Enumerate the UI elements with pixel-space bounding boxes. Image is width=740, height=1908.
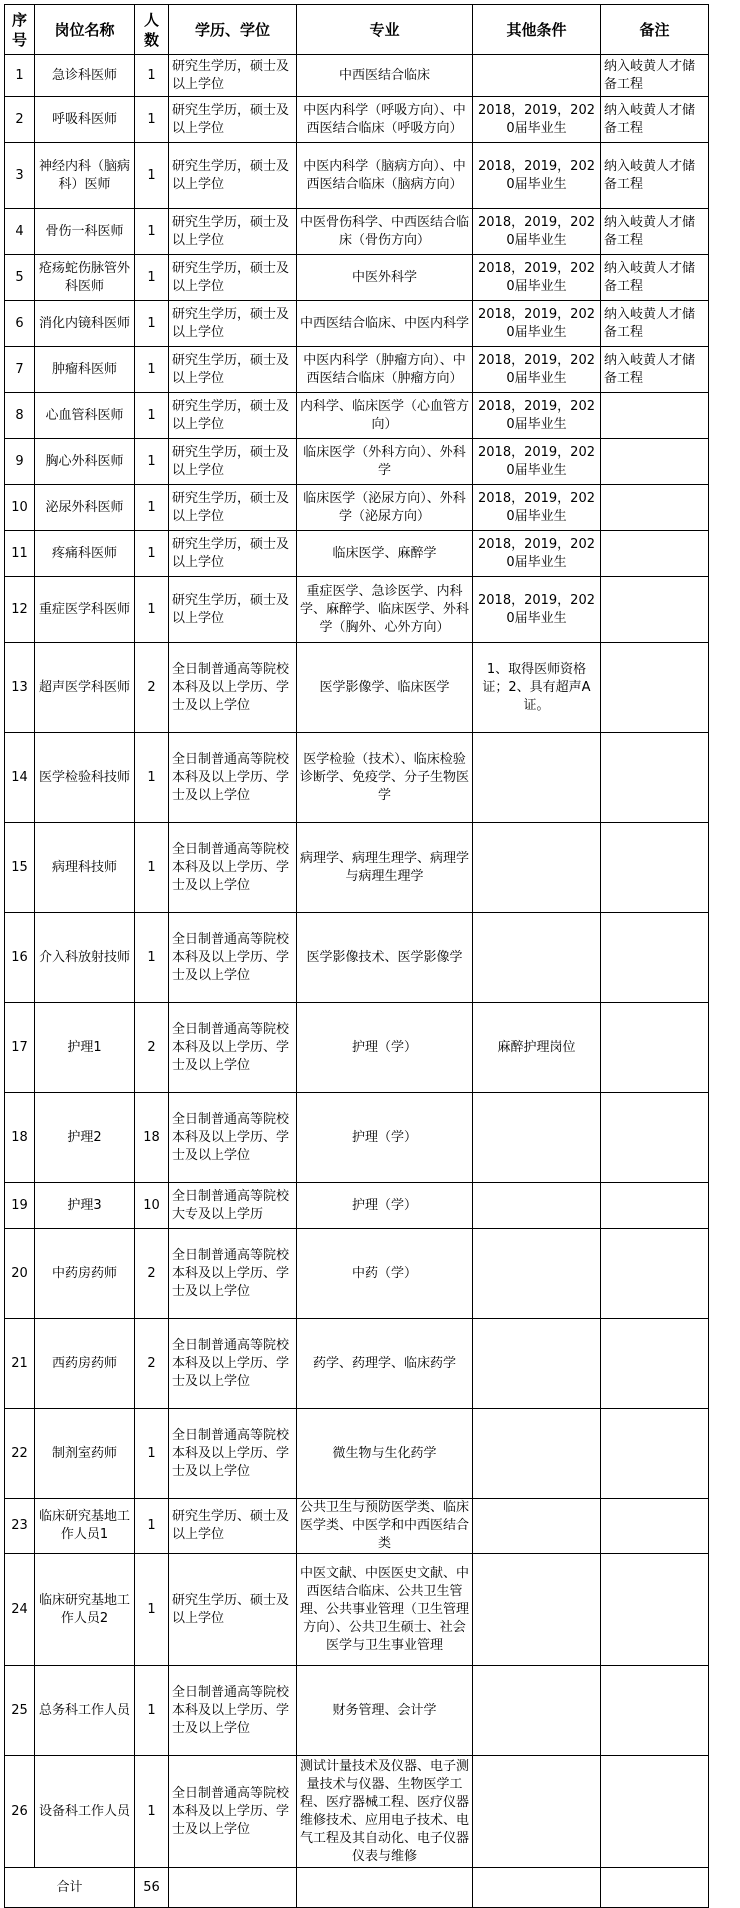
- cell-education: 全日制普通高等院校本科及以上学历、学士及以上学位: [169, 643, 297, 733]
- table-row: [5, 1554, 709, 1666]
- cell-count: 1: [135, 577, 169, 643]
- header-other: 其他条件: [473, 5, 601, 55]
- cell-education: 研究生学历，硕士及以上学位: [169, 255, 297, 301]
- cell-major: 微生物与生化药学: [297, 1409, 473, 1499]
- cell-other: [473, 913, 601, 1003]
- table-row: [5, 1229, 709, 1319]
- cell-education: 全日制普通高等院校本科及以上学历、学士及以上学位: [169, 823, 297, 913]
- cell-major: 中医内科学（肿瘤方向）、中西医结合临床（肿瘤方向）: [297, 347, 473, 393]
- cell-education: 全日制普通高等院校本科及以上学历、学士及以上学位: [169, 1756, 297, 1868]
- cell-education: 研究生学历、硕士及以上学位: [169, 1554, 297, 1666]
- cell-position: 病理科技师: [35, 823, 135, 913]
- total-row: [5, 1868, 709, 1908]
- cell-note: [601, 913, 709, 1003]
- table-row: [5, 97, 709, 143]
- cell-count: 1: [135, 301, 169, 347]
- cell-note: 纳入岐黄人才储备工程: [601, 97, 709, 143]
- cell-count: 1: [135, 823, 169, 913]
- cell-no: 14: [5, 733, 35, 823]
- cell-count: 1: [135, 1499, 169, 1554]
- cell-note: [601, 733, 709, 823]
- cell-no: 2: [5, 97, 35, 143]
- cell-note: [601, 439, 709, 485]
- cell-position: 骨伤一科医师: [35, 209, 135, 255]
- cell-major: 内科学、临床医学（心血管方向）: [297, 393, 473, 439]
- cell-note: 纳入岐黄人才储备工程: [601, 347, 709, 393]
- cell-other: [473, 823, 601, 913]
- cell-count: 2: [135, 643, 169, 733]
- cell-count: 1: [135, 1756, 169, 1868]
- cell-other: [473, 1499, 601, 1554]
- cell-no: 3: [5, 143, 35, 209]
- cell-major: 护理（学）: [297, 1093, 473, 1183]
- table-row: [5, 1666, 709, 1756]
- cell-count: 1: [135, 1554, 169, 1666]
- cell-note: [601, 393, 709, 439]
- header-row: [5, 5, 709, 55]
- table-row: [5, 1183, 709, 1229]
- cell-count: 1: [135, 55, 169, 97]
- cell-count: 2: [135, 1319, 169, 1409]
- cell-position: 心血管科医师: [35, 393, 135, 439]
- cell-position: 超声医学科医师: [35, 643, 135, 733]
- header-count: 人数: [135, 5, 169, 55]
- cell-note: [601, 485, 709, 531]
- cell-position: 胸心外科医师: [35, 439, 135, 485]
- table-row: [5, 55, 709, 97]
- cell-position: 肿瘤科医师: [35, 347, 135, 393]
- cell-note: [601, 1319, 709, 1409]
- cell-other: 2018，2019，2020届毕业生: [473, 209, 601, 255]
- cell-education: 全日制普通高等院校本科及以上学历、学士及以上学位: [169, 1409, 297, 1499]
- cell-major: 财务管理、会计学: [297, 1666, 473, 1756]
- cell-count: 10: [135, 1183, 169, 1229]
- cell-education: 研究生学历，硕士及以上学位: [169, 209, 297, 255]
- cell-education: 全日制普通高等院校本科及以上学历、学士及以上学位: [169, 733, 297, 823]
- table-row: [5, 1499, 709, 1554]
- table-row: [5, 1003, 709, 1093]
- cell-education: 全日制普通高等院校本科及以上学历、学士及以上学位: [169, 913, 297, 1003]
- cell-note: 纳入岐黄人才储备工程: [601, 143, 709, 209]
- cell-count: 1: [135, 913, 169, 1003]
- cell-education: 研究生学历，硕士及以上学位: [169, 301, 297, 347]
- cell-education: 全日制普通高等院校本科及以上学历、学士及以上学位: [169, 1229, 297, 1319]
- cell-other: 2018，2019，2020届毕业生: [473, 97, 601, 143]
- cell-note: 纳入岐黄人才储备工程: [601, 209, 709, 255]
- cell-no: 13: [5, 643, 35, 733]
- cell-other: 2018，2019，2020届毕业生: [473, 531, 601, 577]
- table-row: [5, 1319, 709, 1409]
- cell-note: [601, 1409, 709, 1499]
- cell-major: 中医内科学（脑病方向）、中西医结合临床（脑病方向）: [297, 143, 473, 209]
- cell-education: 全日制普通高等院校本科及以上学历、学士及以上学位: [169, 1093, 297, 1183]
- cell-other: [473, 1183, 601, 1229]
- cell-note: [601, 1183, 709, 1229]
- cell-count: 2: [135, 1229, 169, 1319]
- cell-major: 护理（学）: [297, 1183, 473, 1229]
- cell-no: 20: [5, 1229, 35, 1319]
- cell-other: [473, 1229, 601, 1319]
- cell-position: 西药房药师: [35, 1319, 135, 1409]
- cell-other: 2018，2019，2020届毕业生: [473, 347, 601, 393]
- cell-position: 介入科放射技师: [35, 913, 135, 1003]
- total-empty-cell: [169, 1868, 297, 1908]
- header-position: 岗位名称: [35, 5, 135, 55]
- cell-position: 中药房药师: [35, 1229, 135, 1319]
- table-row: [5, 301, 709, 347]
- total-label: 合计: [5, 1868, 135, 1908]
- cell-education: 全日制普通高等院校本科及以上学历、学士及以上学位: [169, 1666, 297, 1756]
- cell-no: 6: [5, 301, 35, 347]
- cell-position: 临床研究基地工作人员2: [35, 1554, 135, 1666]
- cell-major: 临床医学（外科方向）、外科学: [297, 439, 473, 485]
- cell-no: 25: [5, 1666, 35, 1756]
- cell-major: 护理（学）: [297, 1003, 473, 1093]
- cell-no: 24: [5, 1554, 35, 1666]
- cell-position: 神经内科（脑病科）医师: [35, 143, 135, 209]
- cell-no: 18: [5, 1093, 35, 1183]
- table-row: [5, 531, 709, 577]
- cell-position: 护理3: [35, 1183, 135, 1229]
- cell-other: [473, 1409, 601, 1499]
- cell-other: [473, 733, 601, 823]
- cell-count: 2: [135, 1003, 169, 1093]
- cell-no: 8: [5, 393, 35, 439]
- cell-no: 5: [5, 255, 35, 301]
- cell-note: [601, 1666, 709, 1756]
- cell-education: 研究生学历，硕士及以上学位: [169, 485, 297, 531]
- cell-count: 1: [135, 209, 169, 255]
- total-empty-cell: [473, 1868, 601, 1908]
- cell-major: 药学、药理学、临床药学: [297, 1319, 473, 1409]
- cell-position: 临床研究基地工作人员1: [35, 1499, 135, 1554]
- cell-other: [473, 1093, 601, 1183]
- cell-other: [473, 1756, 601, 1868]
- cell-education: 研究生学历，硕士及以上学位: [169, 577, 297, 643]
- header-note: 备注: [601, 5, 709, 55]
- cell-major: 中医文献、中医医史文献、中西医结合临床、公共卫生管理、公共事业管理（卫生管理方向）、公共卫生硕士、社会医学与卫生事业管理: [297, 1554, 473, 1666]
- cell-education: 研究生学历，硕士及以上学位: [169, 393, 297, 439]
- cell-other: 麻醉护理岗位: [473, 1003, 601, 1093]
- table-row: [5, 643, 709, 733]
- cell-other: [473, 55, 601, 97]
- table-row: [5, 1756, 709, 1868]
- table-row: [5, 439, 709, 485]
- cell-no: 4: [5, 209, 35, 255]
- table-row: [5, 1093, 709, 1183]
- cell-other: [473, 1319, 601, 1409]
- header-major: 专业: [297, 5, 473, 55]
- cell-major: 中医外科学: [297, 255, 473, 301]
- table-row: [5, 143, 709, 209]
- table-row: [5, 485, 709, 531]
- cell-position: 护理2: [35, 1093, 135, 1183]
- cell-other: 2018，2019，2020届毕业生: [473, 439, 601, 485]
- cell-position: 护理1: [35, 1003, 135, 1093]
- cell-education: 研究生学历、硕士及以上学位: [169, 1499, 297, 1554]
- cell-no: 23: [5, 1499, 35, 1554]
- cell-count: 18: [135, 1093, 169, 1183]
- cell-position: 消化内镜科医师: [35, 301, 135, 347]
- cell-position: 设备科工作人员: [35, 1756, 135, 1868]
- cell-note: [601, 577, 709, 643]
- cell-count: 1: [135, 439, 169, 485]
- cell-no: 17: [5, 1003, 35, 1093]
- cell-other: 1、取得医师资格证；2、具有超声A证。: [473, 643, 601, 733]
- cell-no: 16: [5, 913, 35, 1003]
- cell-note: [601, 1499, 709, 1554]
- cell-other: [473, 1666, 601, 1756]
- cell-count: 1: [135, 393, 169, 439]
- cell-major: 中医骨伤科学、中西医结合临床（骨伤方向）: [297, 209, 473, 255]
- cell-position: 泌尿外科医师: [35, 485, 135, 531]
- cell-education: 研究生学历，硕士及以上学位: [169, 439, 297, 485]
- table-row: [5, 913, 709, 1003]
- cell-count: 1: [135, 1409, 169, 1499]
- cell-note: 纳入岐黄人才储备工程: [601, 255, 709, 301]
- cell-note: [601, 1093, 709, 1183]
- cell-education: 研究生学历，硕士及以上学位: [169, 55, 297, 97]
- cell-count: 1: [135, 1666, 169, 1756]
- cell-education: 研究生学历，硕士及以上学位: [169, 531, 297, 577]
- cell-count: 1: [135, 347, 169, 393]
- cell-position: 重症医学科医师: [35, 577, 135, 643]
- cell-major: 病理学、病理生理学、病理学与病理生理学: [297, 823, 473, 913]
- cell-other: 2018，2019，2020届毕业生: [473, 393, 601, 439]
- cell-other: 2018，2019，2020届毕业生: [473, 255, 601, 301]
- recruitment-table: [4, 4, 709, 1908]
- total-count: 56: [135, 1868, 169, 1908]
- cell-position: 疼痛科医师: [35, 531, 135, 577]
- table-row: [5, 1409, 709, 1499]
- cell-position: 呼吸科医师: [35, 97, 135, 143]
- total-empty-cell: [297, 1868, 473, 1908]
- cell-other: [473, 1554, 601, 1666]
- cell-note: [601, 1756, 709, 1868]
- cell-major: 中药（学）: [297, 1229, 473, 1319]
- cell-count: 1: [135, 255, 169, 301]
- table-row: [5, 733, 709, 823]
- cell-no: 22: [5, 1409, 35, 1499]
- cell-count: 1: [135, 97, 169, 143]
- cell-other: 2018，2019，2020届毕业生: [473, 143, 601, 209]
- cell-no: 1: [5, 55, 35, 97]
- cell-note: 纳入岐黄人才储备工程: [601, 55, 709, 97]
- cell-major: 临床医学、麻醉学: [297, 531, 473, 577]
- cell-no: 11: [5, 531, 35, 577]
- cell-no: 7: [5, 347, 35, 393]
- header-no: 序号: [5, 5, 35, 55]
- header-education: 学历、学位: [169, 5, 297, 55]
- cell-position: 医学检验科技师: [35, 733, 135, 823]
- cell-major: 医学影像技术、医学影像学: [297, 913, 473, 1003]
- cell-major: 中医内科学（呼吸方向）、中西医结合临床（呼吸方向）: [297, 97, 473, 143]
- cell-education: 研究生学历，硕士及以上学位: [169, 143, 297, 209]
- cell-note: [601, 531, 709, 577]
- cell-note: [601, 1554, 709, 1666]
- table-row: [5, 255, 709, 301]
- cell-education: 全日制普通高等院校本科及以上学历、学士及以上学位: [169, 1003, 297, 1093]
- cell-no: 10: [5, 485, 35, 531]
- table-row: [5, 347, 709, 393]
- cell-note: [601, 643, 709, 733]
- cell-education: 研究生学历，硕士及以上学位: [169, 97, 297, 143]
- table-row: [5, 209, 709, 255]
- cell-major: 重症医学、急诊医学、内科学、麻醉学、临床医学、外科学（胸外、心外方向）: [297, 577, 473, 643]
- cell-no: 12: [5, 577, 35, 643]
- cell-major: 中西医结合临床、中医内科学: [297, 301, 473, 347]
- table-row: [5, 823, 709, 913]
- cell-note: 纳入岐黄人才储备工程: [601, 301, 709, 347]
- cell-other: 2018，2019，2020届毕业生: [473, 485, 601, 531]
- cell-other: 2018，2019，2020届毕业生: [473, 301, 601, 347]
- cell-no: 9: [5, 439, 35, 485]
- cell-position: 疮疡蛇伤脉管外科医师: [35, 255, 135, 301]
- cell-major: 医学检验（技术）、临床检验诊断学、免疫学、分子生物医学: [297, 733, 473, 823]
- table-row: [5, 393, 709, 439]
- cell-count: 1: [135, 733, 169, 823]
- cell-major: 临床医学（泌尿方向）、外科学（泌尿方向）: [297, 485, 473, 531]
- cell-count: 1: [135, 531, 169, 577]
- cell-education: 全日制普通高等院校大专及以上学历: [169, 1183, 297, 1229]
- table-row: [5, 577, 709, 643]
- total-empty-cell: [601, 1868, 709, 1908]
- cell-education: 研究生学历，硕士及以上学位: [169, 347, 297, 393]
- cell-major: 中西医结合临床: [297, 55, 473, 97]
- cell-no: 26: [5, 1756, 35, 1868]
- cell-position: 急诊科医师: [35, 55, 135, 97]
- cell-education: 全日制普通高等院校本科及以上学历、学士及以上学位: [169, 1319, 297, 1409]
- cell-major: 医学影像学、临床医学: [297, 643, 473, 733]
- cell-note: [601, 1003, 709, 1093]
- cell-note: [601, 1229, 709, 1319]
- cell-count: 1: [135, 485, 169, 531]
- cell-note: [601, 823, 709, 913]
- cell-major: 公共卫生与预防医学类、临床医学类、中医学和中西医结合类: [297, 1499, 473, 1554]
- cell-no: 21: [5, 1319, 35, 1409]
- cell-other: 2018，2019，2020届毕业生: [473, 577, 601, 643]
- cell-major: 测试计量技术及仪器、电子测量技术与仪器、生物医学工程、医疗器械工程、医疗仪器维修技术、应用电子技术、电气工程及其自动化、电子仪器仪表与维修: [297, 1756, 473, 1868]
- cell-no: 19: [5, 1183, 35, 1229]
- cell-position: 制剂室药师: [35, 1409, 135, 1499]
- cell-no: 15: [5, 823, 35, 913]
- cell-count: 1: [135, 143, 169, 209]
- cell-position: 总务科工作人员: [35, 1666, 135, 1756]
